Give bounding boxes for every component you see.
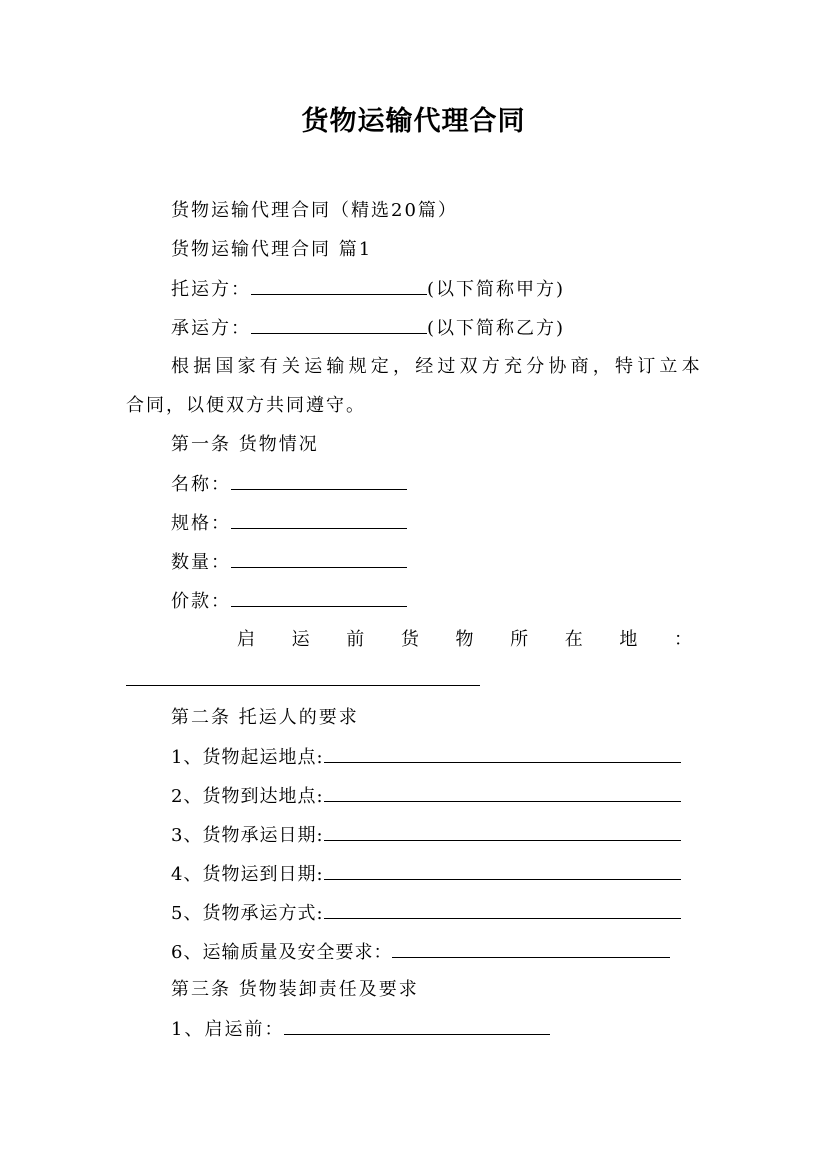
goods-price-label: 价款： (171, 591, 231, 612)
preamble-line-2: 合同，以便双方共同遵守。 (126, 395, 366, 416)
loading-label: 1、启运前： (171, 1019, 285, 1040)
location-char: 货 (400, 629, 419, 650)
loading-item-1 (171, 1016, 550, 1043)
shipper-label: 托运方： (171, 279, 251, 300)
article-3-heading: 第三条 货物装卸责任及要求 (171, 979, 419, 1000)
location-char: ： (674, 629, 692, 650)
loading-blank (284, 1016, 550, 1035)
requirement-label: 4、货物运到日期: (171, 864, 324, 885)
goods-name-line (171, 471, 407, 498)
location-char: 在 (564, 629, 583, 650)
requirement-label: 3、货物承运日期: (171, 825, 324, 846)
requirement-label: 2、货物到达地点: (171, 786, 324, 807)
shipper-blank (251, 276, 427, 295)
goods-qty-label: 数量： (171, 552, 231, 573)
requirement-blank (324, 783, 681, 802)
shipper-line (171, 276, 565, 303)
requirement-blank (324, 744, 681, 763)
location-char: 地 (619, 629, 638, 650)
requirement-blank (392, 939, 670, 958)
goods-price-line (171, 588, 407, 615)
location-char: 启 (237, 629, 255, 650)
page-title: 货物运输代理合同 (301, 106, 526, 137)
section-heading: 货物运输代理合同 篇1 (171, 239, 373, 260)
subtitle: 货物运输代理合同（精选20篇） (171, 200, 458, 221)
requirement-item-5 (171, 900, 681, 927)
requirement-label: 5、货物承运方式: (171, 903, 324, 924)
carrier-line (171, 315, 565, 342)
shipper-suffix: (以下简称甲方) (427, 279, 566, 300)
goods-spec-blank (231, 510, 407, 529)
requirement-label: 1、货物起运地点: (171, 747, 324, 768)
requirement-item-2 (171, 783, 681, 810)
goods-name-blank (231, 471, 407, 490)
goods-name-label: 名称： (171, 474, 231, 495)
article-1-heading: 第一条 货物情况 (171, 434, 319, 455)
location-char: 前 (346, 629, 365, 650)
goods-qty-line (171, 549, 407, 576)
location-char: 所 (510, 629, 529, 650)
goods-qty-blank (231, 549, 407, 568)
requirement-blank (324, 822, 681, 841)
goods-spec-label: 规格： (171, 513, 231, 534)
requirement-blank (324, 900, 681, 919)
requirement-blank (324, 861, 681, 880)
requirement-item-3 (171, 822, 681, 849)
requirement-label: 6、运输质量及安全要求： (171, 942, 393, 963)
requirement-item-4 (171, 861, 681, 888)
carrier-label: 承运方： (171, 318, 251, 339)
location-blank (126, 685, 480, 686)
article-2-heading: 第二条 托运人的要求 (171, 707, 359, 728)
goods-price-blank (231, 588, 407, 607)
location-line (237, 627, 692, 653)
carrier-suffix: (以下简称乙方) (427, 318, 566, 339)
requirement-item-6 (171, 939, 670, 966)
requirement-item-1 (171, 744, 681, 771)
preamble-line-1: 根据国家有关运输规定，经过双方充分协商，特订立本 (171, 356, 704, 377)
location-char: 运 (291, 629, 310, 650)
goods-spec-line (171, 510, 407, 537)
location-char: 物 (455, 629, 474, 650)
carrier-blank (251, 315, 427, 334)
